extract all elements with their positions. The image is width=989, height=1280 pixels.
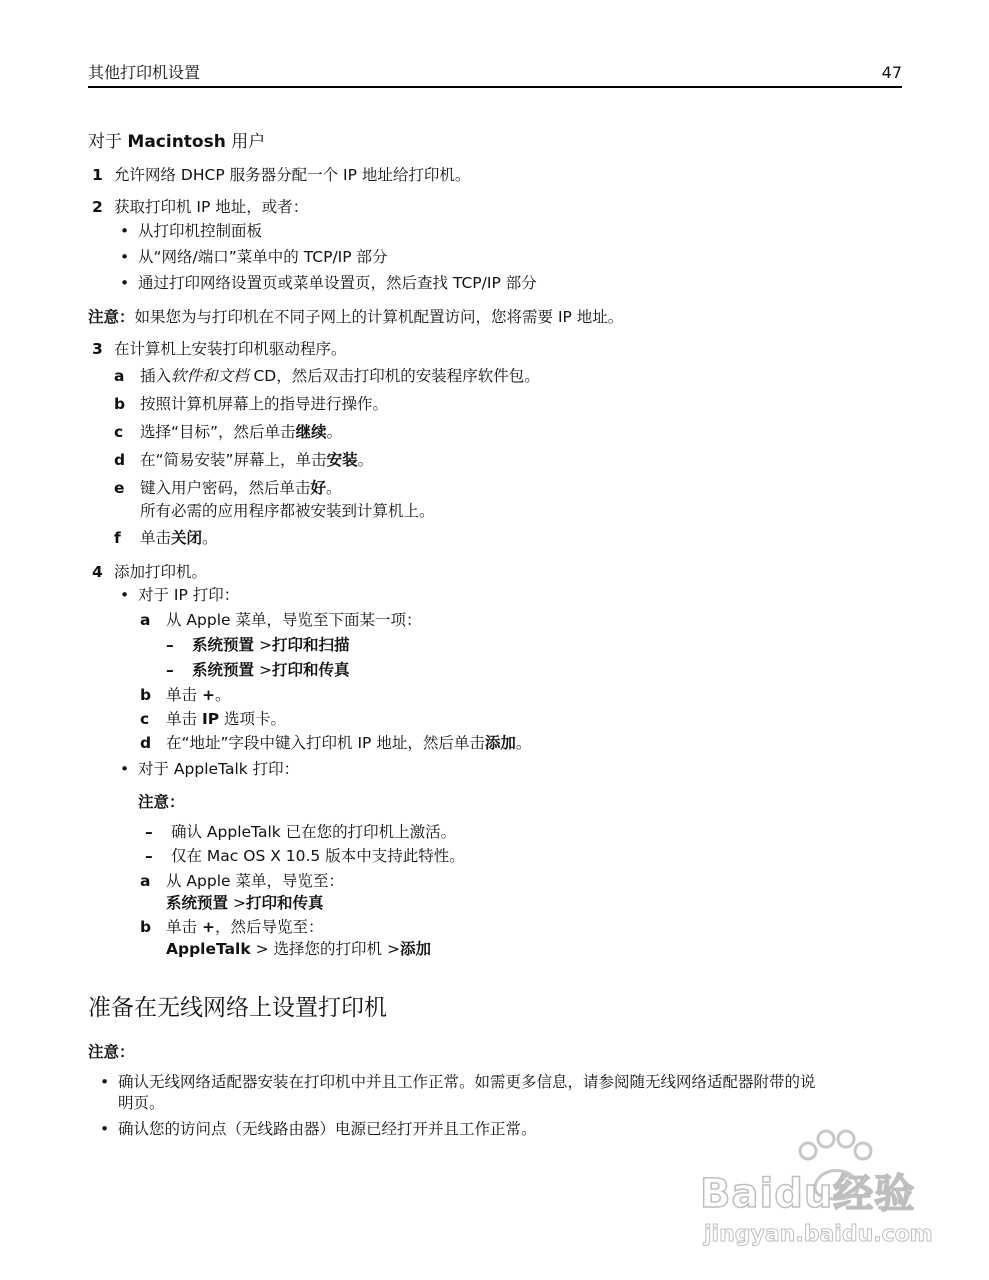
substep-d: [114, 450, 373, 471]
baidu-jingyan-watermark: [690, 1125, 950, 1255]
substep-text: ，然后导览至：: [214, 918, 324, 936]
substep-letter: a: [140, 872, 151, 890]
substep-text: 。: [357, 451, 374, 469]
list-item: [120, 221, 262, 242]
substep-text: 。: [326, 479, 342, 497]
note-label: 注意：: [88, 1043, 135, 1061]
step-text: 获取打印机 IP 地址，或者：: [114, 198, 309, 216]
substep-bold: 添加: [484, 734, 516, 752]
note-item-text: 仅在 Mac OS X 10.5 版本中支持此特性。: [171, 847, 465, 865]
substep-text: 选项卡。: [219, 710, 287, 728]
note-item-text: 确认 AppleTalk 已在您的打印机上激活。: [171, 823, 457, 841]
menu-path-separator: >: [254, 661, 272, 679]
menu-path: [166, 939, 431, 960]
heading-bold: Macintosh: [127, 132, 226, 152]
step-text: 添加打印机。: [114, 563, 208, 581]
substep-letter: b: [114, 395, 126, 413]
dash-icon: –: [166, 636, 174, 654]
substep-text: 从 Apple 菜单，导览至：: [166, 872, 344, 890]
menu-path-separator: > 选择您的打印机 >: [250, 940, 400, 958]
substep-letter: d: [140, 734, 152, 752]
heading-pre: 对于: [88, 132, 128, 152]
substep-text: 。: [515, 734, 532, 752]
list-item-text: 对于 AppleTalk 打印：: [138, 760, 300, 778]
bullet-icon: •: [100, 1073, 110, 1091]
note-label: 注意：: [88, 308, 135, 326]
substep-letter: c: [114, 423, 124, 441]
menu-path-bold: 打印和扫描: [271, 636, 350, 654]
substep-bold: 好: [310, 479, 327, 497]
dash-icon: –: [145, 847, 153, 865]
substep-letter: b: [140, 686, 152, 704]
step-number: 1: [92, 166, 103, 184]
substep-text: 单击: [166, 918, 202, 936]
menu-path-bold: 打印和传真: [245, 894, 324, 912]
section-title-wireless: 准备在无线网络上设置打印机: [88, 995, 387, 1021]
step-1: [92, 165, 470, 186]
menu-path-bold: 系统预置: [192, 636, 255, 654]
bullet-icon: •: [120, 274, 130, 292]
substep-a: [114, 366, 540, 387]
list-item-ip-printing: [120, 585, 239, 606]
substep-text: 单击: [140, 529, 172, 547]
menu-path: [166, 893, 323, 914]
substep-bold: +: [201, 686, 215, 704]
substep-letter: f: [114, 529, 121, 547]
substep-e-result: 所有必需的应用程序都被安装到计算机上。: [140, 502, 435, 520]
watermark-brand: Baidu经验: [700, 1171, 916, 1217]
step-text: 在计算机上安装打印机驱动程序。: [114, 340, 347, 358]
substep-letter: d: [114, 451, 126, 469]
step-text: 允许网络 DHCP 服务器分配一个 IP 地址给打印机。: [114, 166, 471, 184]
list-item: [100, 1119, 537, 1140]
menu-path-separator: >: [228, 894, 246, 912]
list-item-continuation: 明页。: [118, 1094, 165, 1112]
substep-b: [114, 394, 388, 415]
substep-bold: +: [201, 918, 215, 936]
list-item-text: 确认您的访问点（无线路由器）电源已经打开并且工作正常。: [118, 1120, 537, 1138]
bullet-icon: •: [120, 248, 130, 266]
bullet-icon: •: [120, 760, 130, 778]
step-number: 4: [92, 563, 103, 581]
substep-text: 单击: [166, 710, 202, 728]
substep-text: 。: [214, 686, 231, 704]
substep-letter: e: [114, 479, 125, 497]
note-label: 注意：: [138, 793, 185, 811]
note-text: 如果您为与打印机在不同子网上的计算机配置访问，您将需要 IP 地址。: [134, 308, 624, 326]
substep-bold: 关闭: [171, 529, 203, 547]
step-number: 3: [92, 340, 103, 358]
menu-path-bold: 打印和传真: [271, 661, 350, 679]
substep-c: [140, 709, 286, 730]
menu-path-bold: 系统预置: [166, 894, 229, 912]
substep-text: 单击: [166, 686, 202, 704]
substep-f: [114, 528, 218, 549]
note-item: [145, 822, 456, 843]
note: [88, 307, 623, 328]
header-rule: [88, 86, 902, 88]
substep-text: 按照计算机屏幕上的指导进行操作。: [140, 395, 389, 413]
list-item-text: 通过打印网络设置页或菜单设置页，然后查找 TCP/IP 部分: [138, 274, 537, 292]
watermark-url: jingyan.baidu.com: [704, 1222, 933, 1247]
dash-icon: –: [145, 823, 153, 841]
substep-letter: a: [114, 367, 125, 385]
substep-text: 插入: [140, 367, 172, 385]
running-header: 其他打印机设置: [88, 63, 201, 82]
bullet-icon: •: [120, 222, 130, 240]
step-2: [92, 197, 308, 218]
substep-letter: a: [140, 611, 151, 629]
menu-path-bold: 系统预置: [192, 661, 255, 679]
page-number: 47: [881, 63, 902, 82]
substep-text: 选择“目标”，然后单击: [140, 423, 296, 441]
substep-e: [114, 478, 342, 499]
substep-bold: IP: [201, 710, 220, 728]
list-item: [120, 273, 537, 294]
substep-text: 。: [202, 529, 218, 547]
substep-text: 从 Apple 菜单，导览至下面某一项：: [166, 611, 422, 629]
dash-icon: –: [166, 661, 174, 679]
menu-path-bold: 添加: [399, 940, 431, 958]
menu-path-separator: >: [254, 636, 272, 654]
substep-text: 在“地址”字段中键入打印机 IP 地址，然后单击: [166, 734, 485, 752]
substep-b: [140, 685, 230, 706]
menu-path: [166, 635, 349, 656]
substep-letter: c: [140, 710, 150, 728]
bullet-icon: •: [100, 1120, 110, 1138]
substep-b: [140, 917, 323, 938]
note-item: [145, 846, 465, 867]
heading-post: 用户: [225, 132, 266, 152]
list-item-text: 对于 IP 打印：: [138, 586, 240, 604]
substep-emphasis: 软件和文档: [171, 367, 249, 385]
substep-bold: 继续: [295, 423, 327, 441]
substep-bold: 安装: [326, 451, 358, 469]
substep-text: 在“简易安装”屏幕上，单击: [140, 451, 327, 469]
list-item: [100, 1072, 816, 1093]
substep-text: 。: [326, 423, 343, 441]
list-item-text: 确认无线网络适配器安装在打印机中并且工作正常。如需更多信息，请参阅随无线网络适配器附带的说: [118, 1073, 816, 1091]
step-number: 2: [92, 198, 103, 216]
step-3: [92, 339, 347, 360]
substep-d: [140, 733, 531, 754]
list-item-text: 从打印机控制面板: [138, 222, 263, 240]
bullet-icon: •: [120, 586, 130, 604]
substep-a: [140, 871, 344, 892]
substep-c: [114, 422, 342, 443]
list-item-text: 从“网络/端口”菜单中的 TCP/IP 部分: [138, 248, 388, 266]
menu-path: [166, 660, 349, 681]
substep-a: [140, 610, 421, 631]
substep-text: 键入用户密码，然后单击: [140, 479, 311, 497]
substep-text: CD，然后双击打印机的安装程序软件包。: [248, 367, 540, 385]
menu-path-bold: AppleTalk: [166, 940, 251, 958]
section-heading-macintosh: [88, 131, 265, 154]
list-item-appletalk-printing: [120, 759, 299, 780]
substep-letter: b: [140, 918, 152, 936]
step-4: [92, 562, 207, 583]
list-item: [120, 247, 388, 268]
